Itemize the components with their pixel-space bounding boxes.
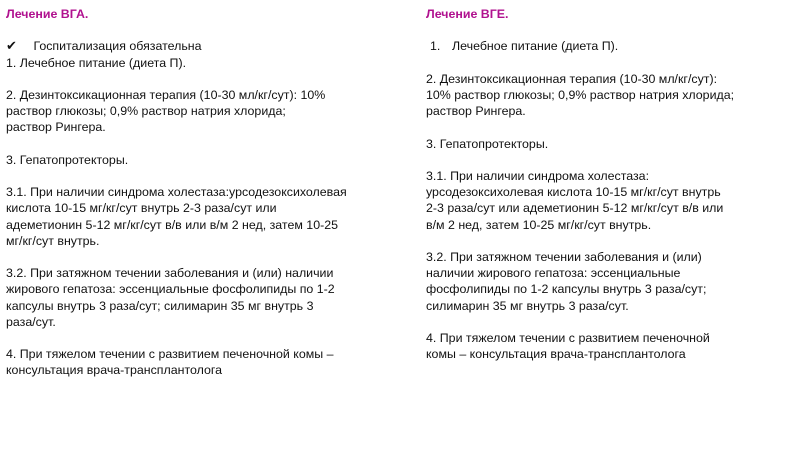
right-prolonged-line: 3.2. При затяжном течении заболевания и (или) [426, 249, 702, 264]
right-prolonged-line: силимарин 35 мг внутрь 3 раза/сут. [426, 298, 629, 313]
right-detox [426, 71, 788, 120]
right-cholestasis-line: 2-3 раза/сут или адеметионин 5-12 мг/кг/сут в/в или [426, 201, 724, 216]
left-hepatoprotectors: 3. Гепатопротекторы. [6, 152, 129, 167]
right-cholestasis-line: урсодезоксихолевая кислота 10-15 мг/кг/сут внутрь [426, 185, 721, 200]
left-detox-line: раствор глюкозы; 0,9% раствор натрия хлорида; [6, 104, 286, 119]
right-cholestasis-line: в/м 2 нед, затем 10-25 мг/кг/сут внутрь. [426, 217, 652, 232]
right-diet-number: 1. [430, 39, 441, 54]
left-prolonged-line: 3.2. При затяжном течении заболевания и (или) наличии [6, 266, 334, 281]
right-severe [426, 330, 788, 362]
hospitalization-text: Госпитализация обязательна [33, 39, 202, 54]
right-title: Лечение ВГЕ. [426, 7, 509, 21]
right-cholestasis [426, 168, 788, 233]
checkmark-icon: ✔ [6, 38, 17, 54]
right-column [426, 6, 788, 379]
left-prolonged-line: раза/сут. [6, 314, 56, 329]
left-severe-line: консультация врача-трансплантолога [6, 363, 223, 378]
right-severe-line: комы – консультация врача-трансплантолога [426, 347, 686, 362]
left-prolonged-line: капсулы внутрь 3 раза/сут; силимарин 35 мг внутрь 3 [6, 298, 314, 313]
right-diet [426, 38, 788, 54]
right-hepatoprotectors: 3. Гепатопротекторы. [426, 136, 549, 151]
left-diet: 1. Лечебное питание (диета П). [6, 55, 187, 70]
left-cholestasis-line: кислота 10-15 мг/кг/сут внутрь 2-3 раза/сут или [6, 201, 277, 216]
left-severe [6, 346, 401, 378]
left-detox-line: раствор Рингера. [6, 120, 106, 135]
left-cholestasis-line: 3.1. При наличии синдрома холестаза:урсодезоксихолевая [6, 185, 347, 200]
left-prolonged-line: жирового гепатоза: эссенциальные фосфолипиды по 1-2 [6, 282, 335, 297]
right-prolonged-line: наличии жирового гепатоза: эссенциальные [426, 266, 681, 281]
right-detox-line: раствор Рингера. [426, 104, 526, 119]
right-prolonged-line: фосфолипиды по 1-2 капсулы внутрь 3 раза/сут; [426, 282, 707, 297]
right-severe-line: 4. При тяжелом течении с развитием печеночной [426, 330, 710, 345]
left-prolonged [6, 265, 401, 330]
right-diet-text: Лечебное питание (диета П). [452, 39, 619, 54]
left-cholestasis-line: мг/кг/сут внутрь. [6, 233, 100, 248]
left-severe-line: 4. При тяжелом течении с развитием печеночной комы – [6, 347, 334, 362]
left-cholestasis [6, 184, 401, 249]
left-column [6, 6, 401, 395]
right-detox-line: 10% раствор глюкозы; 0,9% раствор натрия хлорида; [426, 87, 735, 102]
left-detox-line: 2. Дезинтоксикационная терапия (10-30 мл/кг/сут): 10% [6, 87, 326, 102]
hospitalization-item [6, 38, 401, 54]
left-title: Лечение ВГА. [6, 7, 89, 21]
right-detox-line: 2. Дезинтоксикационная терапия (10-30 мл/кг/сут): [426, 71, 718, 86]
right-cholestasis-line: 3.1. При наличии синдрома холестаза: [426, 168, 650, 183]
left-detox [6, 87, 401, 136]
right-prolonged [426, 249, 788, 314]
left-cholestasis-line: адеметионин 5-12 мг/кг/сут в/в или в/м 2 нед, затем 10-25 [6, 217, 338, 232]
